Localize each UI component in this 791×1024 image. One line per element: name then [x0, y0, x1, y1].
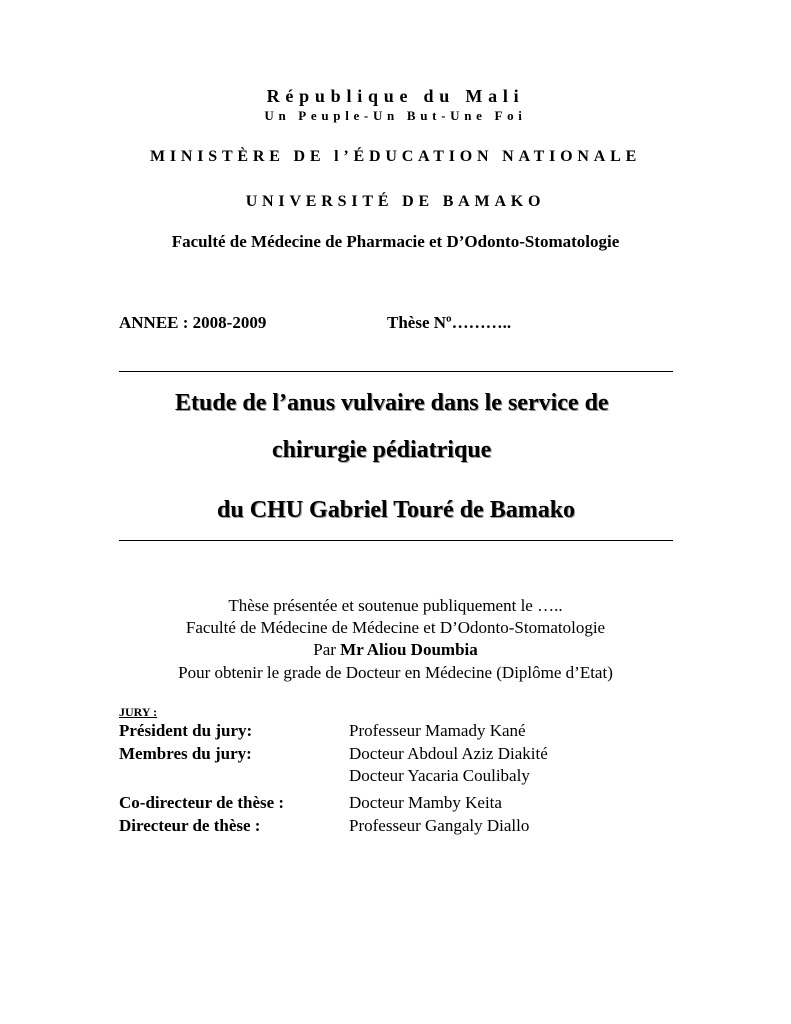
national-motto: Un Peuple-Un But-Une Foi — [264, 108, 527, 123]
university-heading: UNIVERSITÉ DE BAMAKO — [245, 193, 546, 210]
author-name: Mr Aliou Doumbia — [340, 640, 478, 659]
director-label: Directeur de thèse : — [119, 816, 261, 835]
codirector-label: Co-directeur de thèse : — [119, 793, 285, 812]
faculty-heading: Faculté de Médecine de Pharmacie et D’Odonto-Stomatologie — [171, 232, 620, 251]
presentation-date-line: Thèse présentée et soutenue publiquement le ….. — [228, 596, 563, 615]
presentation-degree-line: Pour obtenir le grade de Docteur en Médecine (Diplôme d’Etat) — [178, 663, 613, 682]
thesis-number: Thèse Nº……….. — [387, 313, 512, 332]
author-prefix: Par — [313, 640, 341, 659]
thesis-title-line-3: du CHU Gabriel Touré de Bamako — [217, 497, 576, 523]
director-name: Professeur Gangaly Diallo — [349, 816, 530, 835]
codirector-name: Docteur Mamby Keita — [349, 793, 502, 812]
member-name-2: Docteur Yacaria Coulibaly — [349, 766, 530, 785]
president-label: Président du jury: — [119, 721, 253, 740]
members-label: Membres du jury: — [119, 744, 252, 763]
presentation-author-line — [0, 640, 791, 660]
thesis-title-line-1: Etude de l’anus vulvaire dans le service de — [175, 390, 609, 416]
jury-heading: JURY : — [119, 705, 158, 719]
title-divider-top — [119, 371, 673, 372]
republic-heading: République du Mali — [266, 86, 525, 106]
title-divider-bottom — [119, 540, 673, 541]
president-name: Professeur Mamady Kané — [349, 721, 526, 740]
presentation-faculty-line: Faculté de Médecine de Médecine et D’Odonto-Stomatologie — [185, 618, 606, 637]
ministry-heading: MINISTÈRE DE l’ÉDUCATION NATIONALE — [149, 148, 642, 165]
academic-year: ANNEE : 2008-2009 — [119, 313, 267, 332]
member-name-1: Docteur Abdoul Aziz Diakité — [349, 744, 548, 763]
thesis-title-line-2: chirurgie pédiatrique — [272, 437, 492, 463]
